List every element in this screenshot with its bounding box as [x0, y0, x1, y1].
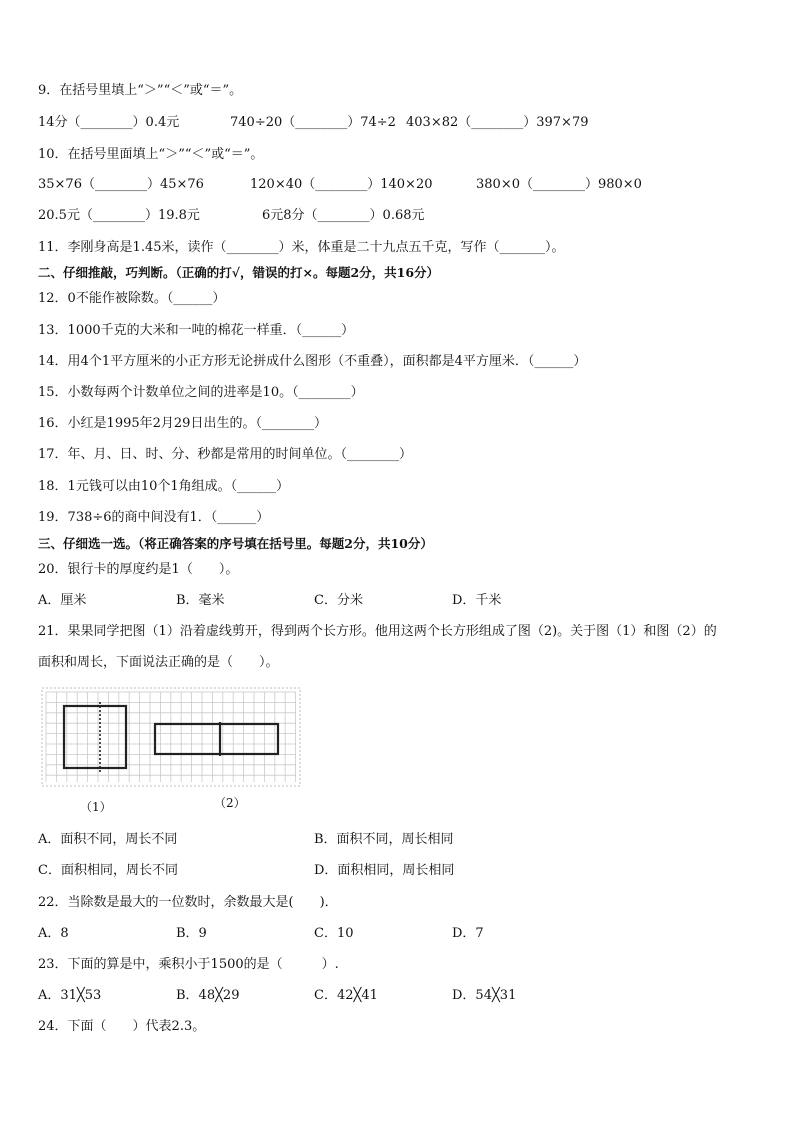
q23-option-d: D．54╳31 — [452, 988, 517, 1003]
q10-item-5: 6元8分（________）0.68元 — [262, 208, 425, 223]
q17: 17．年、月、日、时、分、秒都是常用的时间单位。（________） — [38, 447, 413, 462]
q11: 11．李刚身高是1.45米，读作（________）米，体重是二十九点五千克，写作（_______）。 — [38, 240, 565, 255]
q22-title: 22．当除数是最大的一位数时，余数最大是( )． — [38, 895, 338, 910]
q23-option-b: B．48╳29 — [176, 988, 240, 1003]
q10-title: 10．在括号里面填上“＞”“＜”或“＝”。 — [38, 147, 264, 162]
q21-option-d: D．面积相同，周长相同 — [314, 863, 455, 878]
q16: 16．小红是1995年2月29日出生的。（________） — [38, 416, 327, 431]
q14: 14．用4个1平方厘米的小正方形无论拼成什么图形（不重叠），面积都是4平方厘米．（______） — [38, 354, 587, 369]
q9-title: 9．在括号里填上“＞”“＜”或“＝”。 — [38, 83, 243, 98]
q23-option-a: A．31╳53 — [38, 988, 102, 1003]
q21-line-1: 21．果果同学把图（1）沿着虚线剪开，得到两个长方形。他用这两个长方形组成了图（2)。关于图（1）和图（2）的 — [38, 624, 717, 639]
q20-option-a: A．厘米 — [38, 593, 87, 608]
section-3-heading: 三、仔细选一选。（将正确答案的序号填在括号里。每题2分，共10分） — [38, 536, 433, 551]
q10-item-3: 380×0（________）980×0 — [476, 177, 642, 192]
q22-option-d: D．7 — [452, 926, 484, 941]
q22-option-a: A．8 — [38, 926, 69, 941]
section-2-heading: 二、仔细推敲，巧判断。（正确的打√，错误的打×。每题2分，共16分） — [38, 265, 440, 280]
figure-1-caption: （1） — [80, 800, 112, 814]
q12: 12．0不能作被除数。（______） — [38, 291, 226, 306]
q9-item-3: 403×82（________）397×79 — [406, 115, 589, 130]
figure-2-caption: （2） — [214, 796, 246, 810]
q21-line-2: 面积和周长，下面说法正确的是（ ）。 — [38, 655, 279, 670]
q15: 15．小数每两个计数单位之间的进率是10。（________） — [38, 385, 364, 400]
q24: 24．下面（ ）代表2.3。 — [38, 1019, 206, 1034]
q20-option-d: D．千米 — [452, 593, 502, 608]
q19: 19．738÷6的商中间没有1．（______） — [38, 510, 270, 525]
q21-option-a: A．面积不同，周长不同 — [38, 832, 178, 847]
q10-item-2: 120×40（________）140×20 — [250, 177, 433, 192]
q23-title: 23．下面的算是中，乘积小于1500的是（ ）. — [38, 957, 339, 972]
grid-figure — [40, 686, 304, 790]
q20-title: 20．银行卡的厚度约是1（ ）。 — [38, 562, 239, 577]
q23-option-c: C．42╳41 — [314, 988, 378, 1003]
q22-option-c: C．10 — [314, 926, 354, 941]
q21-option-b: B．面积不同，周长相同 — [314, 832, 454, 847]
q21-figure — [40, 686, 304, 814]
q10-item-1: 35×76（________）45×76 — [38, 177, 204, 192]
q20-option-c: C．分米 — [314, 593, 363, 608]
q9-item-2: 740÷20（________）74÷2 — [230, 115, 396, 130]
figure-1-square — [64, 706, 126, 768]
q22-option-b: B．9 — [176, 926, 207, 941]
q9-item-1: 14分（________）0.4元 — [38, 115, 180, 130]
q20-option-b: B．毫米 — [176, 593, 225, 608]
q21-option-c: C．面积相同，周长不同 — [38, 863, 178, 878]
q13: 13．1000千克的大米和一吨的棉花一样重．（______） — [38, 323, 355, 338]
q18: 18．1元钱可以由10个1角组成。（______） — [38, 479, 290, 494]
figure-2-rectangle — [155, 724, 278, 754]
q10-item-4: 20.5元（________）19.8元 — [38, 208, 200, 223]
